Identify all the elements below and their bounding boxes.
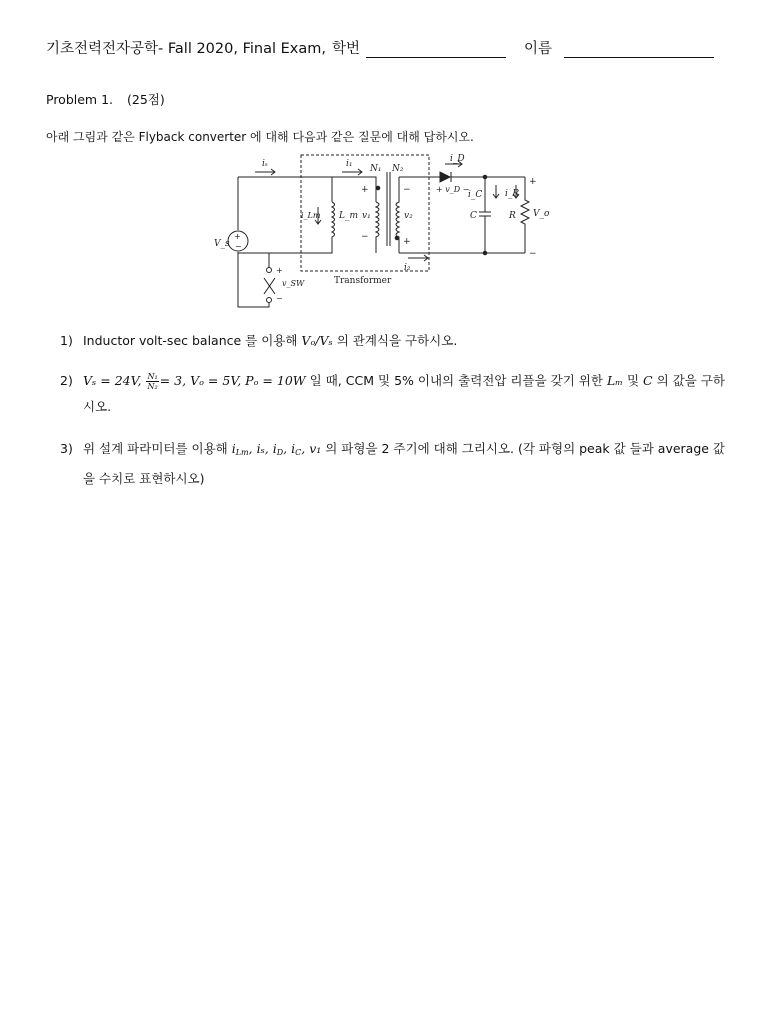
problem-heading <box>46 90 165 108</box>
question-number: 3) <box>60 441 73 456</box>
label-v2: v₂ <box>404 211 413 221</box>
wire-bottom-left <box>238 239 332 253</box>
student-id-label: 학번 <box>331 41 360 57</box>
primary-plus: + <box>361 185 369 195</box>
flyback-circuit-diagram <box>200 152 570 312</box>
primary-coil <box>376 202 379 239</box>
capacitor-symbol <box>479 177 491 253</box>
i2-arrow <box>408 255 428 261</box>
output-minus: − <box>529 249 537 259</box>
diode-symbol <box>440 172 450 182</box>
is-arrow <box>255 169 275 175</box>
label-vs: V_s <box>214 239 230 249</box>
primary-dot <box>376 186 380 190</box>
label-ic: i_C <box>468 190 483 200</box>
name-label: 이름 <box>523 41 552 57</box>
wire-switch-loop <box>238 253 269 307</box>
problem-number: Problem 1. <box>46 92 114 107</box>
secondary-plus: + <box>403 237 411 247</box>
vsw-minus: − <box>276 294 283 303</box>
secondary-dot <box>395 236 399 240</box>
secondary-minus: − <box>403 185 411 195</box>
exam-header <box>46 37 726 58</box>
turns-ratio-fraction: $\frac{\text{N₁}}{\text{N₂}}$ <box>147 372 158 391</box>
label-c: C <box>470 211 477 221</box>
label-i1: i₁ <box>346 159 353 169</box>
label-vd: + v_D − <box>436 185 470 194</box>
secondary-coil <box>396 177 399 253</box>
primary-minus: − <box>361 232 369 242</box>
label-v1: v₁ <box>362 211 371 221</box>
student-id-blank[interactable] <box>366 41 506 58</box>
lm-coil <box>332 202 335 239</box>
question-number: 2) <box>60 373 73 388</box>
label-i2: i₂ <box>404 263 411 273</box>
output-plus: + <box>529 177 537 187</box>
resistor-symbol <box>521 177 529 253</box>
wire-top-left <box>238 177 332 202</box>
vs-minus: − <box>235 242 242 251</box>
question-3: 3) 위 설계 파라미터를 이용해 $i_{Lm}$, iₛ, $i_D$, $i_C$, v₁ 의 파형을 2 주기에 대해 그리시오. (각 파형의 peak 값 들과 average 값을 수치로 표현하시오) <box>60 436 725 492</box>
label-id: i_D <box>450 154 465 164</box>
problem-points: (25점) <box>127 92 165 107</box>
label-lm: L_m <box>339 211 359 221</box>
label-n1: N₁ <box>370 164 382 174</box>
course-title: 기초전력전자공학- Fall 2020, Final Exam, <box>46 41 326 57</box>
problem-intro: 아래 그림과 같은 Flyback converter 에 대해 다음과 같은 질문에 대해 답하시오. <box>46 130 474 144</box>
vsw-plus: + <box>276 266 283 275</box>
ic-arrow <box>493 185 499 198</box>
label-n2: N₂ <box>392 164 404 174</box>
label-ilm: i_Lm <box>301 211 321 220</box>
question-number: 1) <box>60 333 73 348</box>
flyback-circuit-figure <box>200 152 570 312</box>
vs-plus: + <box>234 232 241 241</box>
question-1: 1) Inductor volt-sec balance 를 이용해 Vₒ/Vₛ 의 관계식을 구하시오. <box>60 328 725 354</box>
label-vo: V_o <box>533 209 550 219</box>
label-is: iₛ <box>262 159 268 169</box>
label-r: R <box>509 211 516 221</box>
question-2: 2) Vₛ = 24V, $\frac{\text{N₁}}{\text{N₂}}$ = 3, Vₒ = 5V, Pₒ = 10W 일 때, CCM 및 5% 이내의 출력전압 리플을 갖기 위한 Lₘ 및 C 의 값을 구하시오. <box>60 368 725 420</box>
name-blank[interactable] <box>564 41 714 58</box>
label-ir: i_R <box>505 189 520 199</box>
switch-bottom-terminal <box>267 298 272 303</box>
label-transformer: Transformer <box>334 276 392 286</box>
i1-arrow <box>342 169 362 175</box>
switch-top-terminal <box>267 268 272 273</box>
label-vsw: v_SW <box>282 279 305 288</box>
wire-primary-top <box>332 177 376 202</box>
